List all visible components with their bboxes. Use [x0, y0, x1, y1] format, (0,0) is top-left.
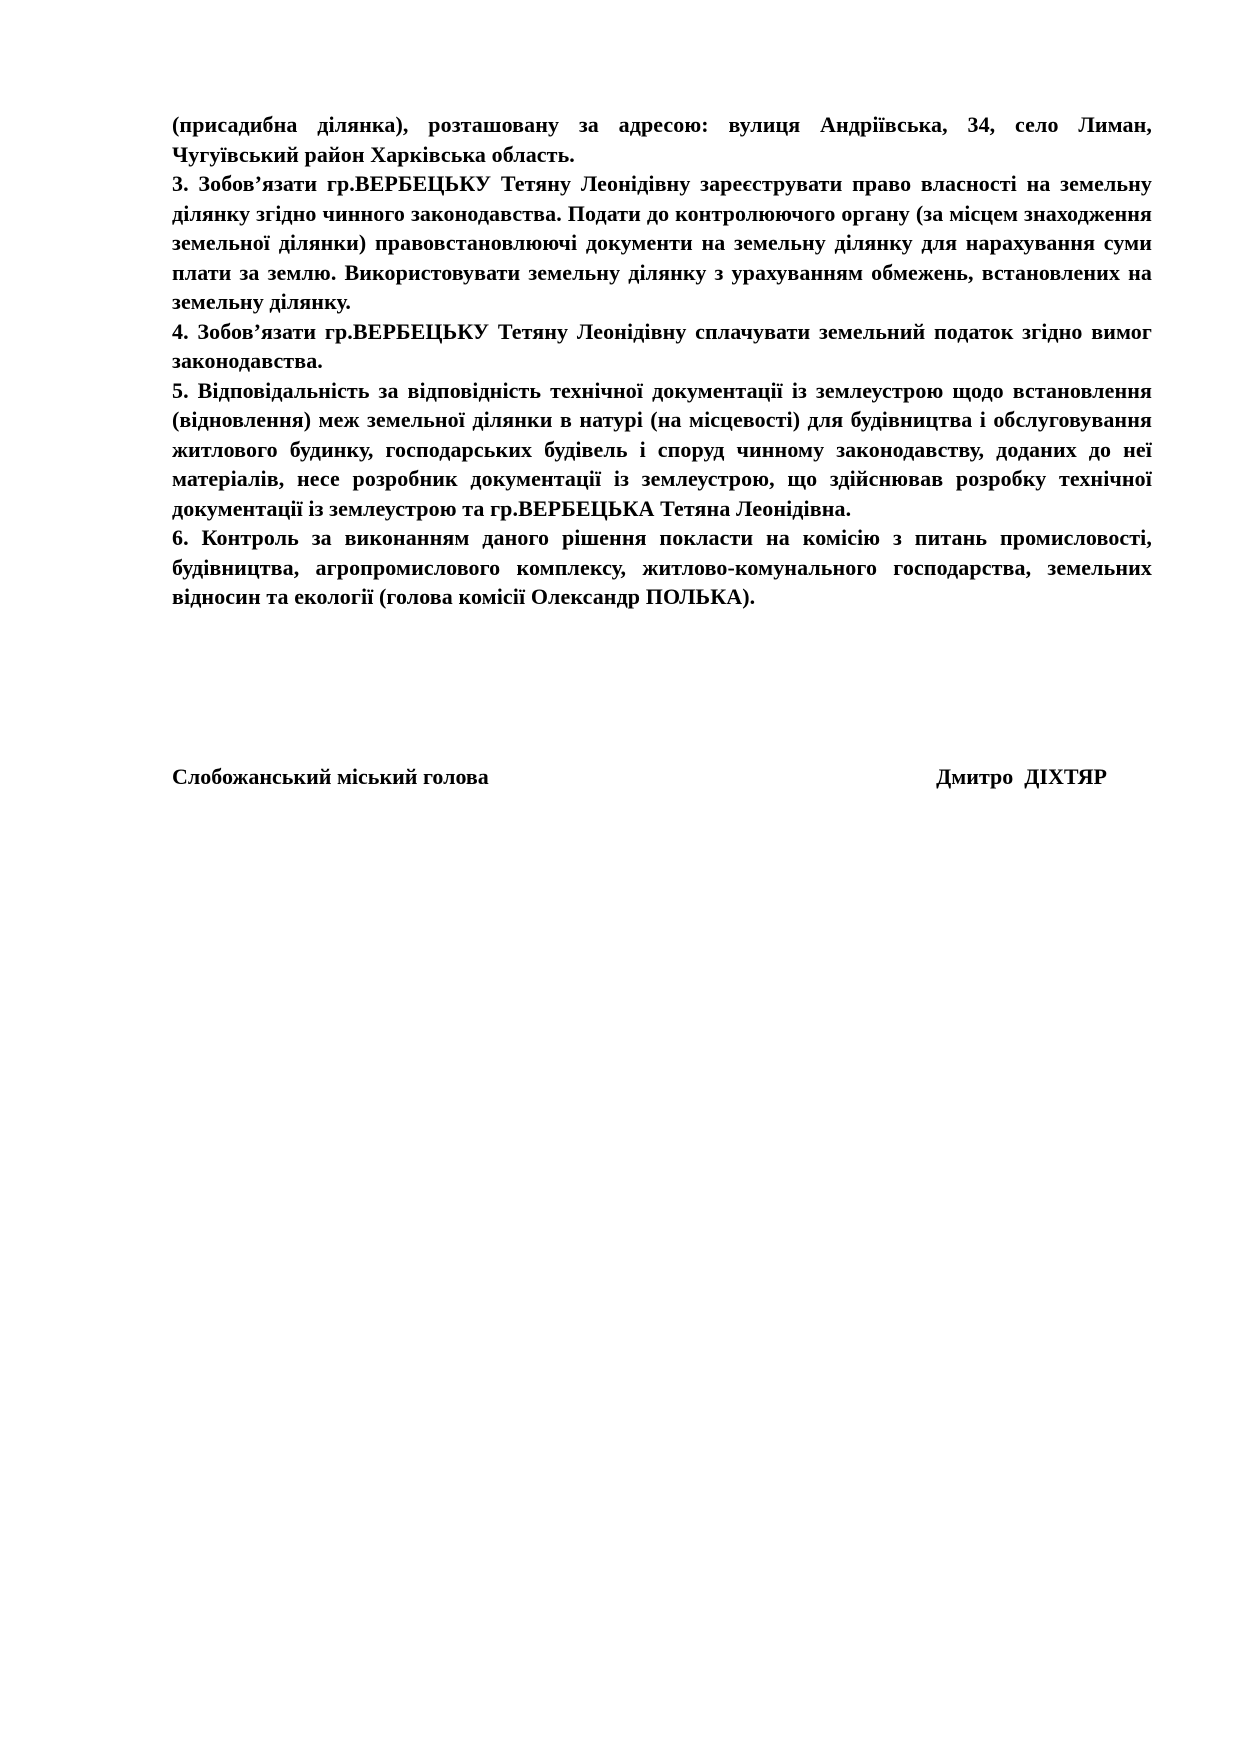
paragraph-item-3: 3. Зобов’язати гр.ВЕРБЕЦЬКУ Тетяну Леонідівну зареєструвати право власності на земельну ділянку згідно чинного законодавства. Подати до контролюючого органу (за місцем знаходження земельної ділянки) правовстановлюючі документи на земельну ділянку для нарахування суми плати за землю. Використовувати земельну ділянку з урахуванням обмежень, встановлених на земельну ділянку. [172, 171, 1152, 314]
signatory-name: Дмитро ДІХТЯР [936, 763, 1107, 789]
paragraph-item-6: 6. Контроль за виконанням даного рішення покласти на комісію з питань промисловості, будівництва, агропромислового комплексу, житлово-комунального господарства, земельних відносин та екології (голова комісії Олександр ПОЛЬКА). [172, 525, 1152, 609]
paragraph-item-5: 5. Відповідальність за відповідність технічної документації із землеустрою щодо встановлення (відновлення) меж земельної ділянки в натурі (на місцевості) для будівництва і обслуговування житлового будинку, господарських будівель і споруд чинному законодавству, доданих до неї матеріалів, несе розробник документації із землеустрою, що здійснював розробку технічної документації із землеустрою та гр.ВЕРБЕЦЬКА Тетяна Леонідівна. [172, 377, 1152, 521]
signatory-title: Слобожанський міський голова [172, 763, 489, 789]
signature-row [172, 762, 1152, 792]
paragraph-item-4: 4. Зобов’язати гр.ВЕРБЕЦЬКУ Тетяну Леонідівну сплачувати земельний податок згідно вимог законодавства. [172, 318, 1152, 373]
paragraph-address-continuation: (присадибна ділянка), розташовану за адресою: вулиця Андріївська, 34, село Лиман, Чугуївський район Харківська область. [172, 112, 1152, 167]
document-body [172, 110, 1152, 791]
